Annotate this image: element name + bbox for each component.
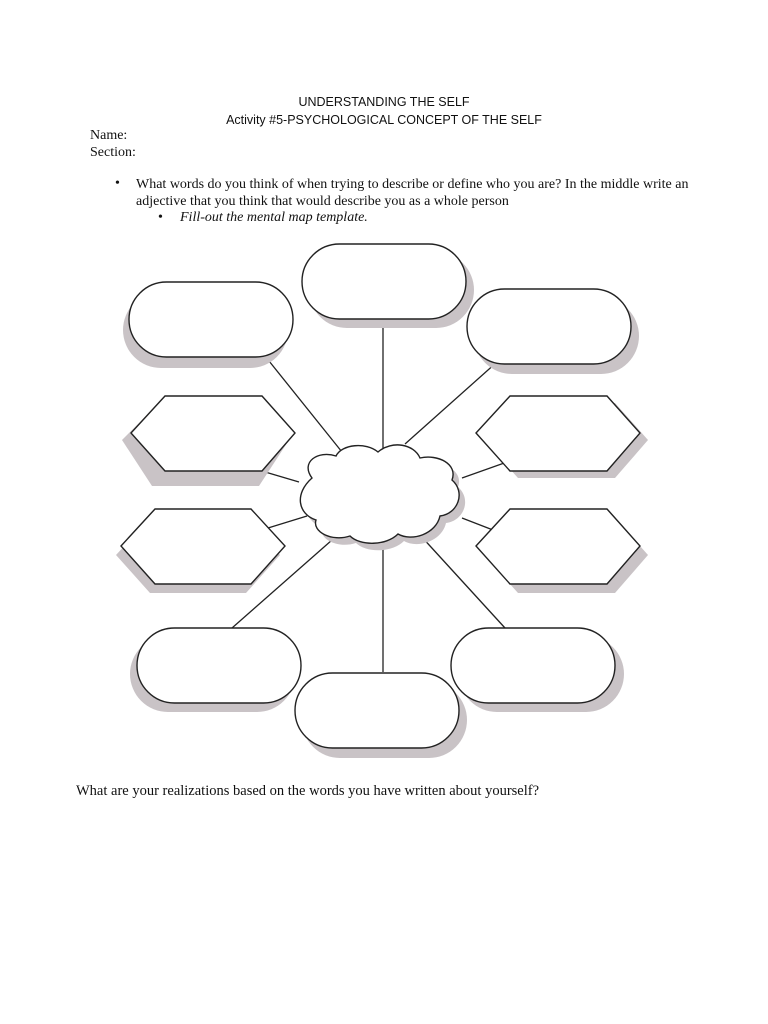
node-bottom-left[interactable] [130,628,301,712]
bullet-icon: • [115,176,120,191]
node-hex-lower-right[interactable] [476,509,648,593]
page-title: UNDERSTANDING THE SELF [298,95,470,109]
connector-mid-left-lower [268,516,307,528]
name-label: Name: [90,128,128,143]
instruction-text: What words do you think of when trying to describe or define who you are? In the middle write an adjective that you think that would describe you as a whole person [136,177,689,209]
activity-title: Activity #5-PSYCHOLOGICAL CONCEPT OF THE SELF [226,113,542,127]
center-cloud[interactable] [300,445,465,550]
section-label: Section: [90,145,136,160]
node-bottom[interactable] [295,673,467,758]
connector-mid-right-lower [462,518,493,530]
sub-bullet-icon: • [158,210,163,225]
mind-map-diagram [0,230,768,770]
sub-instruction-text: Fill-out the mental map template. [180,210,368,225]
node-hex-upper-right[interactable] [476,396,648,478]
node-top-right[interactable] [467,289,639,374]
reflection-question: What are your realizations based on the words you have written about yourself? [76,783,540,799]
node-bottom-right[interactable] [451,628,624,712]
node-hex-lower-left[interactable] [116,509,285,593]
node-top-left[interactable] [123,282,293,368]
node-top[interactable] [302,244,474,328]
